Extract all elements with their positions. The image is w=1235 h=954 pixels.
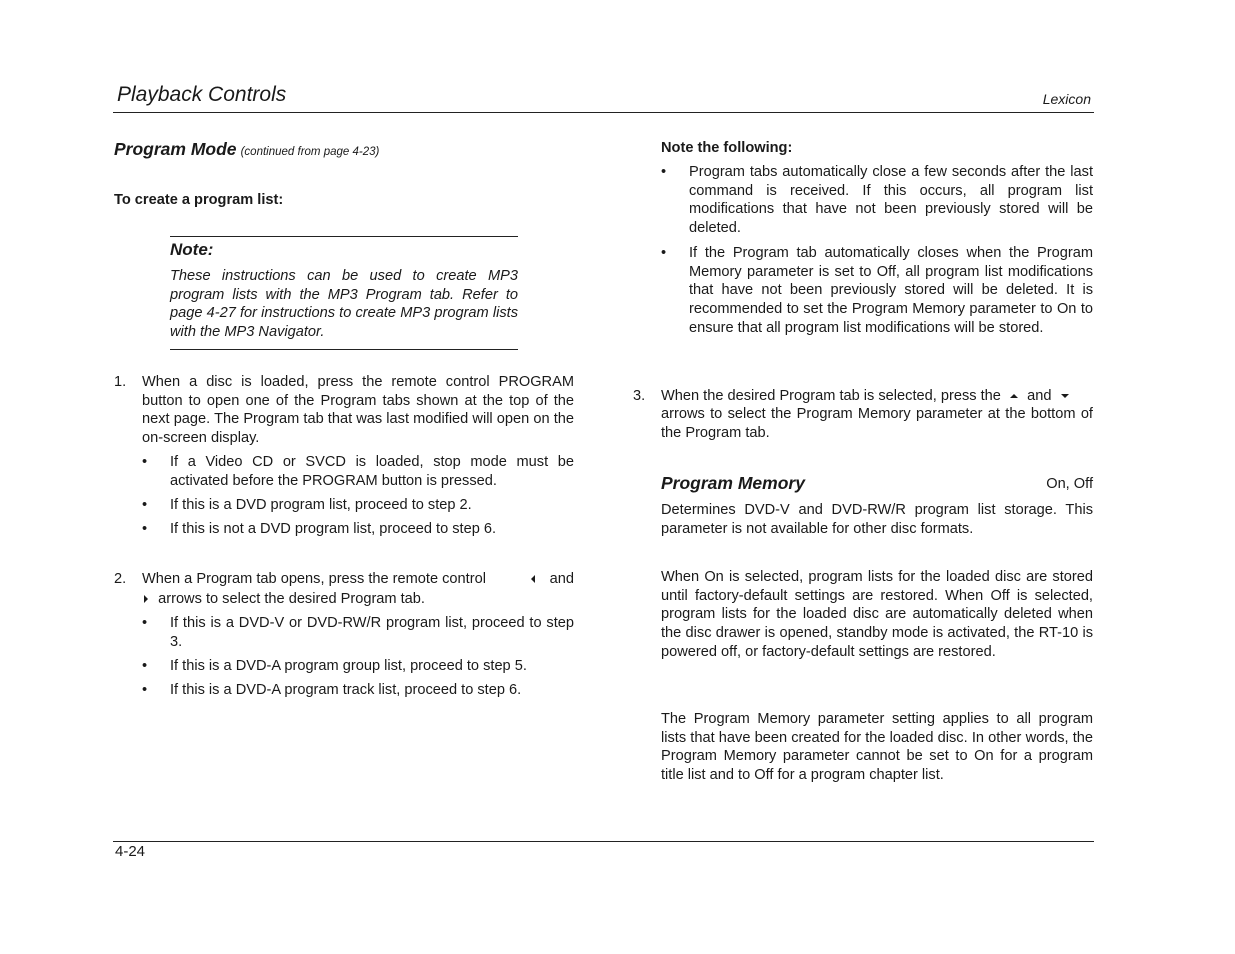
step-2-line-2 (142, 590, 574, 609)
step-3-and: and (1027, 388, 1052, 404)
down-arrow-icon (1060, 392, 1070, 400)
step-3-number: 3. (633, 388, 646, 404)
step-2-text-a: When a Program tab opens, press the remote control (142, 571, 486, 587)
left-arrow-icon (529, 574, 537, 584)
bullet-dot: • (142, 497, 148, 513)
step-2-bullet: If this is a DVD-A program group list, proceed to step 5. (170, 658, 527, 674)
param-paragraph-3: The Program Memory parameter setting applies to all program lists that have been created for the loaded disc. In other words, the Program Memory parameter cannot be set to On for a program title list and to Off for a program chapter list. (661, 711, 1093, 784)
step-2-text-b: arrows to select the desired Program tab. (158, 591, 425, 607)
bullet-dot: • (661, 164, 667, 180)
note-following-bullet: If the Program tab automatically closes when the Program Memory parameter is set to Off, all program list modifications that have not been previously stored will be deleted. It is recommended to set the Program Memory parameter to On to ensure that all program list modifications will be stored. (689, 245, 1093, 336)
step-1-text: When a disc is loaded, press the remote control PROGRAM button to open one of the Program tabs shown at the top of the next page. The Program tab that was last modified will open on the on-screen display. (142, 374, 574, 447)
step-3-text-a: When the desired Program tab is selected, press the (661, 388, 1001, 404)
header-brand: Lexicon (1042, 91, 1091, 107)
step-2-arrow-and (529, 570, 574, 589)
step-2-bullet: If this is a DVD-V or DVD-RW/R program list, proceed to step 3. (170, 615, 574, 650)
up-arrow-icon (1009, 392, 1019, 400)
step-1-bullet: If this is not a DVD program list, proceed to step 6. (170, 521, 497, 537)
bullet-dot: • (142, 521, 148, 537)
param-paragraph-2: When On is selected, program lists for the loaded disc are stored until factory-default settings are restored. When Off is selected, program lists for the loaded disc are automatically deleted when the disc drawer is opened, standby mode is activated, the RT-10 is powered off, or factory-default settings are restored. (661, 569, 1093, 660)
step-3-text-b: arrows to select the Program Memory parameter at the bottom of the Program tab. (661, 406, 1093, 441)
page-header-title: Playback Controls (117, 83, 287, 106)
note-following-heading: Note the following: (661, 140, 793, 156)
step-3-line-1 (661, 387, 1093, 406)
param-paragraph-1: Determines DVD-V and DVD-RW/R program list storage. This parameter is not available for other disc formats. (661, 502, 1093, 537)
step-1-number: 1. (114, 374, 127, 390)
step-2-and: and (549, 571, 574, 587)
step-2-line-1 (142, 570, 574, 589)
section-continued: (continued from page 4-23) (240, 146, 380, 158)
section-heading (114, 138, 584, 162)
header-rule (113, 112, 1094, 113)
bullet-dot: • (142, 454, 148, 470)
right-arrow-icon (142, 594, 150, 604)
note-heading: Note: (170, 240, 214, 259)
step-2-bullet: If this is a DVD-A program track list, proceed to step 6. (170, 682, 522, 698)
step-1-bullet: If a Video CD or SVCD is loaded, stop mode must be activated before the PROGRAM button is pressed. (170, 454, 574, 489)
note-text: These instructions can be used to create MP3 program lists with the MP3 Program tab. Refer to page 4-27 for instructions to create MP3 program lists with the MP3 Navigator. (170, 268, 518, 341)
note-following-bullet: Program tabs automatically close a few seconds after the last command is received. If this occurs, all program list modifications that have not been previously stored will be deleted. (689, 164, 1093, 237)
step-2-number: 2. (114, 571, 127, 587)
note-bottom-rule (170, 349, 518, 350)
bullet-dot: • (142, 615, 148, 631)
param-title: Program Memory (661, 473, 805, 493)
footer-rule (113, 841, 1094, 842)
subheading: To create a program list: (114, 192, 284, 208)
bullet-dot: • (142, 682, 148, 698)
bullet-dot: • (661, 245, 667, 261)
note-top-rule (170, 236, 518, 237)
param-values: On, Off (1046, 476, 1093, 492)
section-title: Program Mode (114, 139, 237, 159)
page-number: 4-24 (115, 843, 146, 860)
step-1-bullet: If this is a DVD program list, proceed to step 2. (170, 497, 472, 513)
bullet-dot: • (142, 658, 148, 674)
